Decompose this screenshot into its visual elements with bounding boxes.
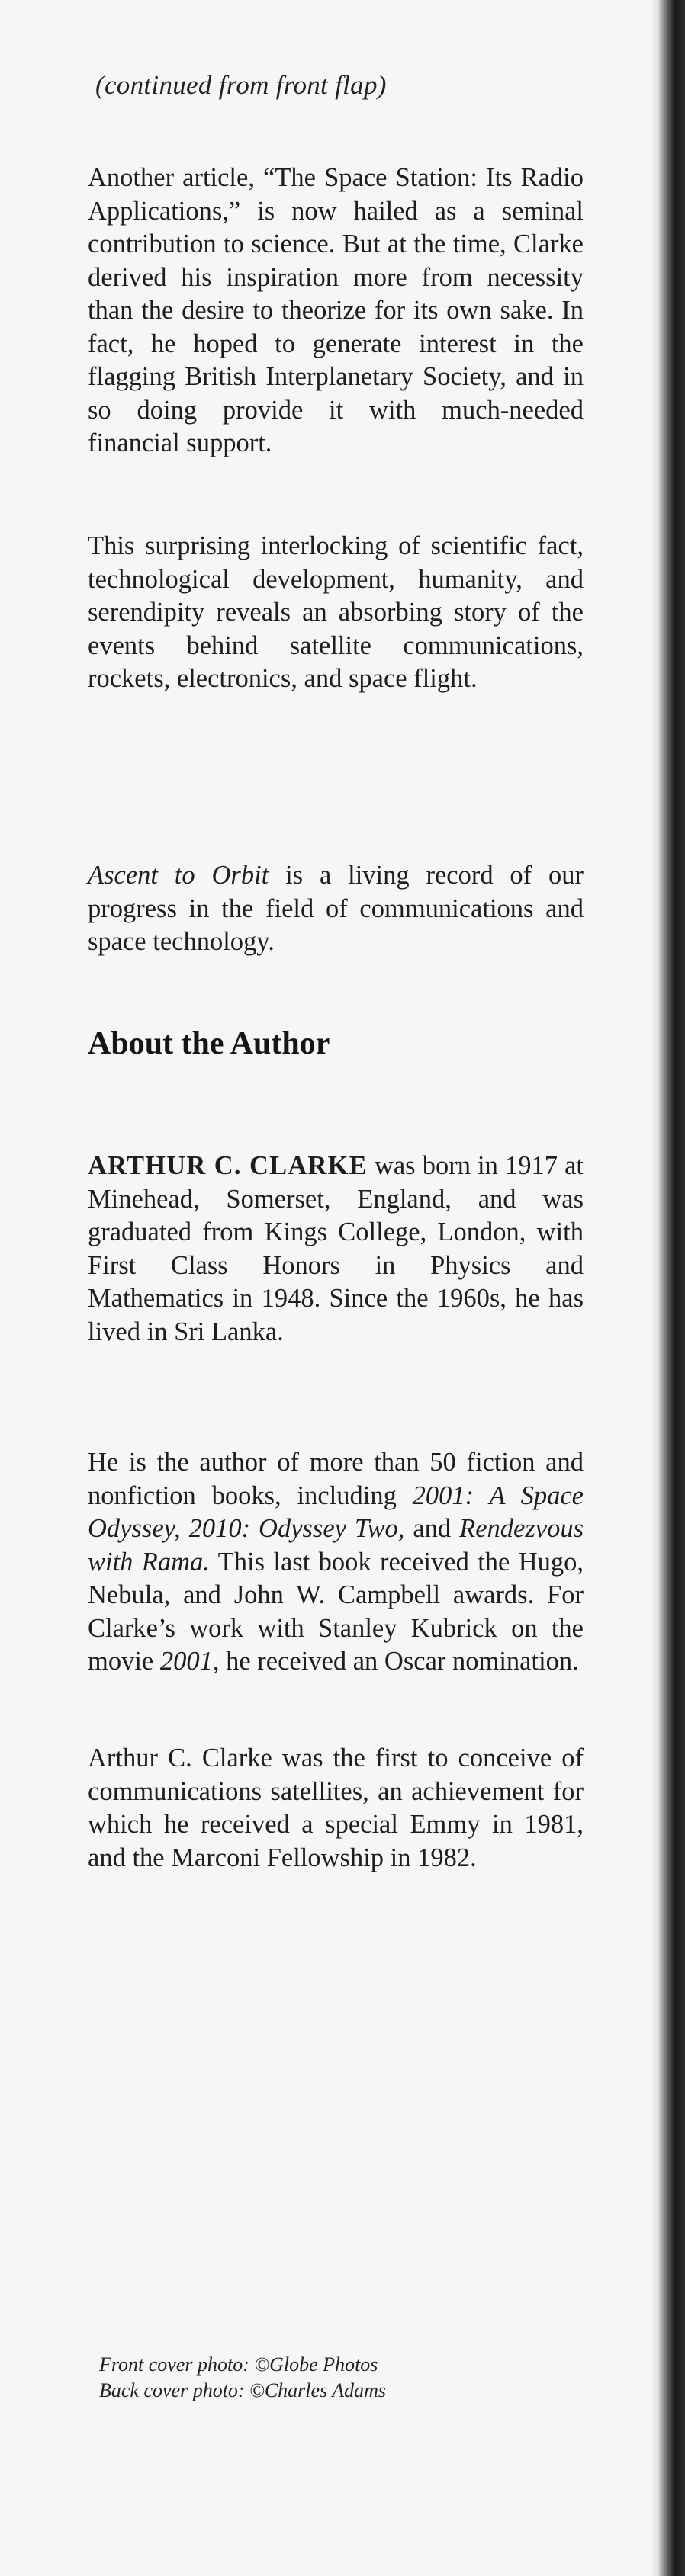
flap-paragraph-3-text: is a living record of our progress in the field of communications and space technology.: [88, 861, 584, 956]
author-bio-paragraph-1: [88, 1150, 584, 1349]
front-cover-credit-name: Globe Photos: [269, 2353, 378, 2376]
author-bio-2-text-d: he received an Oscar nomination.: [219, 1647, 579, 1676]
jacket-spine-edge: [659, 0, 685, 2576]
author-name: ARTHUR C. CLARKE: [88, 1151, 368, 1180]
author-bio-paragraph-3: Arthur C. Clarke was the first to conceive of communications satellites, an achievement for which he received a special Emmy in 1981, and the Marconi Fellowship in 1982.: [88, 1744, 584, 1872]
movie-title-2001: 2001,: [159, 1647, 220, 1676]
front-cover-credit-label: Front cover photo: ©: [99, 2353, 270, 2376]
book-title: Ascent to Orbit: [88, 861, 269, 890]
book-title-rama: Rendezvous with Rama.: [88, 1514, 584, 1577]
back-cover-credit-label: Back cover photo: ©: [99, 2379, 265, 2401]
back-cover-credit: [99, 2378, 386, 2404]
photo-credits: [99, 2352, 386, 2404]
author-bio-paragraph-2: [88, 1446, 584, 1679]
back-cover-credit-name: Charles Adams: [264, 2379, 386, 2401]
flap-paragraph-1: Another article, “The Space Station: Its Radio Applications,” is now hailed as a seminal contribution to science. But at the time, Clarke derived his inspiration more from necessity than the desire to theorize for its own sake. In fact, he hoped to generate interest in the flagging British Interplanetary Society, and in so doing provide it with much-needed financial support.: [88, 163, 584, 457]
author-bio-2-text-c: This last book received the Hugo, Nebula, and John W. Campbell awards. For Clarke’s work with Stanley Kubrick on the movie: [88, 1547, 584, 1676]
flap-paragraph-2: This surprising interlocking of scientific fact, technological development, humanity, and serendipity reveals an absorbing story of the events behind satellite communications, rockets, electronics, and space flight.: [88, 531, 584, 693]
author-bio-1-text: was born in 1917 at Minehead, Somerset, England, and was graduated from Kings College, London, with First Class Honors in Physics and Mathematics in 1948. Since the 1960s, he has lived in Sri Lanka.: [88, 1151, 584, 1346]
about-author-heading: About the Author: [88, 1026, 330, 1061]
jacket-fold-shadow: [651, 0, 659, 2576]
front-cover-credit: [99, 2352, 386, 2378]
author-bio-2-text-b: and: [404, 1514, 460, 1543]
author-bio-2-text-a: He is the author of more than 50 fiction and nonfiction books, including: [88, 1448, 584, 1510]
book-title-2001-2010: 2001: A Space Odyssey, 2010: Odyssey Two,: [88, 1480, 584, 1543]
flap-paragraph-3: [88, 859, 584, 959]
continued-note: (continued from front flap): [95, 70, 387, 100]
